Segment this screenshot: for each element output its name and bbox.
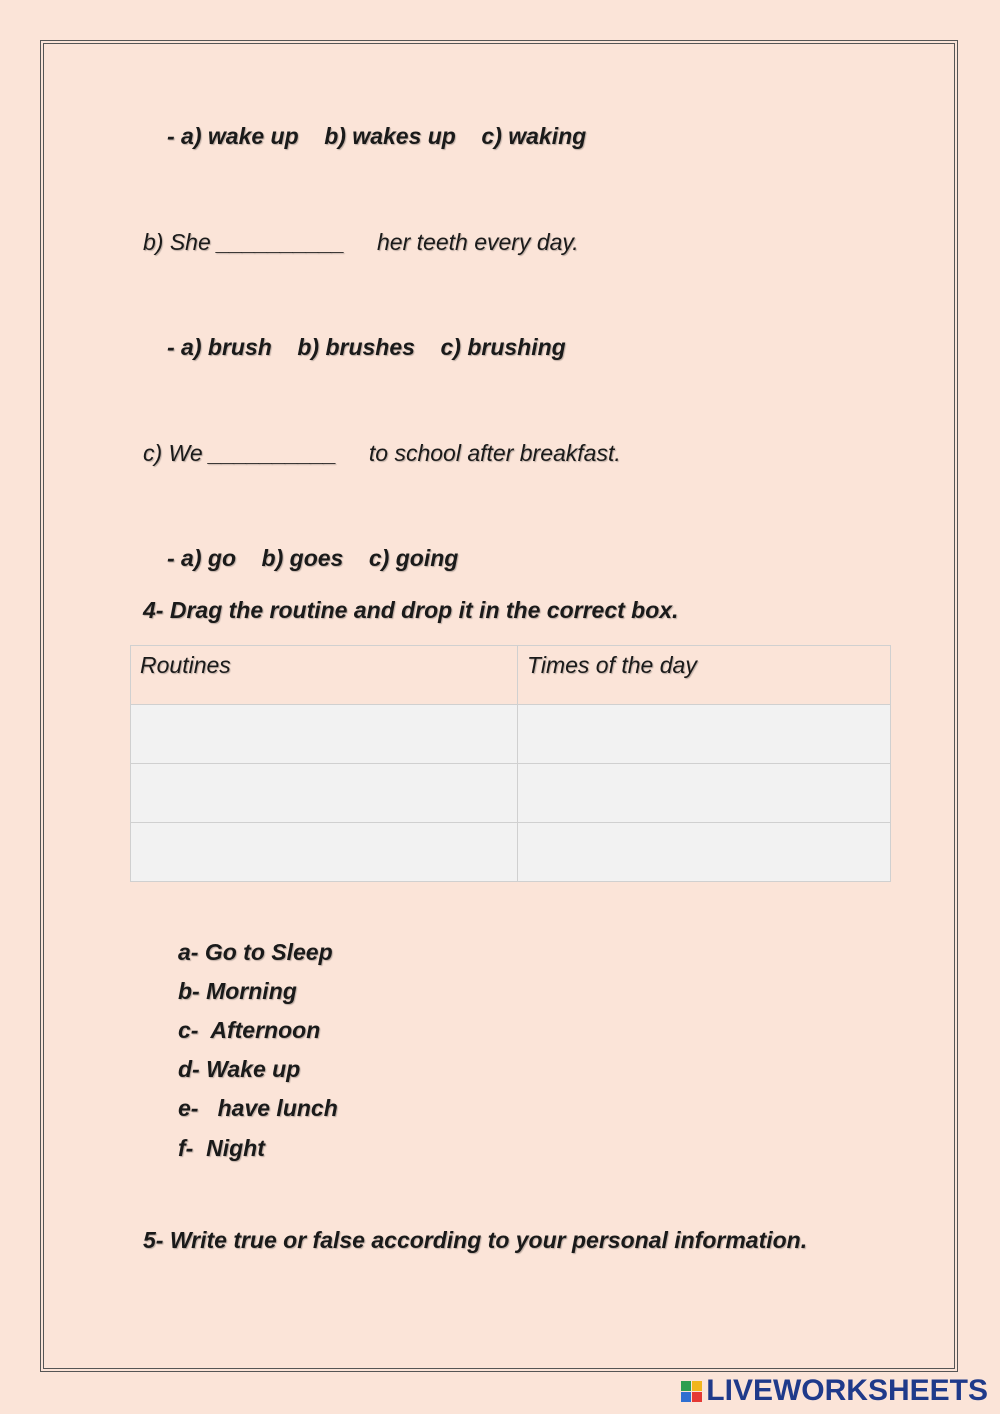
drag-item-afternoon[interactable]: c- Afternoon — [178, 1017, 321, 1043]
q3-options-c: - a) go b) goes c) going — [167, 545, 459, 571]
drop-box-routine-2[interactable] — [131, 764, 518, 823]
logo-square — [692, 1381, 702, 1391]
drop-box-time-2[interactable] — [518, 764, 891, 823]
q3-options-b: - a) brush b) brushes c) brushing — [167, 334, 566, 360]
drag-item-go-to-sleep[interactable]: a- Go to Sleep — [178, 939, 333, 965]
routine-table — [130, 645, 891, 882]
drag-item-night[interactable]: f- Night — [178, 1135, 265, 1161]
drag-item-morning[interactable]: b- Morning — [178, 978, 297, 1004]
q3-item-b: b) She __________ her teeth every day. — [143, 229, 579, 255]
drop-box-routine-3[interactable] — [131, 823, 518, 882]
liveworksheets-logo — [681, 1374, 988, 1408]
logo-text: LIVEWORKSHEETS — [706, 1374, 988, 1407]
drop-box-routine-1[interactable] — [131, 705, 518, 764]
drag-item-have-lunch[interactable]: e- have lunch — [178, 1095, 338, 1121]
logo-square — [692, 1392, 702, 1402]
drag-item-wake-up[interactable]: d- Wake up — [178, 1056, 301, 1082]
logo-square — [681, 1392, 691, 1402]
q4-title: 4- Drag the routine and drop it in the correct box. — [143, 597, 679, 623]
drop-box-time-3[interactable] — [518, 823, 891, 882]
drop-box-time-1[interactable] — [518, 705, 891, 764]
logo-square — [681, 1381, 691, 1391]
q3-options-a: - a) wake up b) wakes up c) waking — [167, 123, 587, 149]
header-times: Times of the day — [518, 646, 891, 705]
q5-title: 5- Write true or false according to your personal information. — [143, 1227, 808, 1253]
logo-grid-icon — [681, 1381, 702, 1402]
q3-item-c: c) We __________ to school after breakfast. — [143, 440, 621, 466]
header-routines: Routines — [131, 646, 518, 705]
